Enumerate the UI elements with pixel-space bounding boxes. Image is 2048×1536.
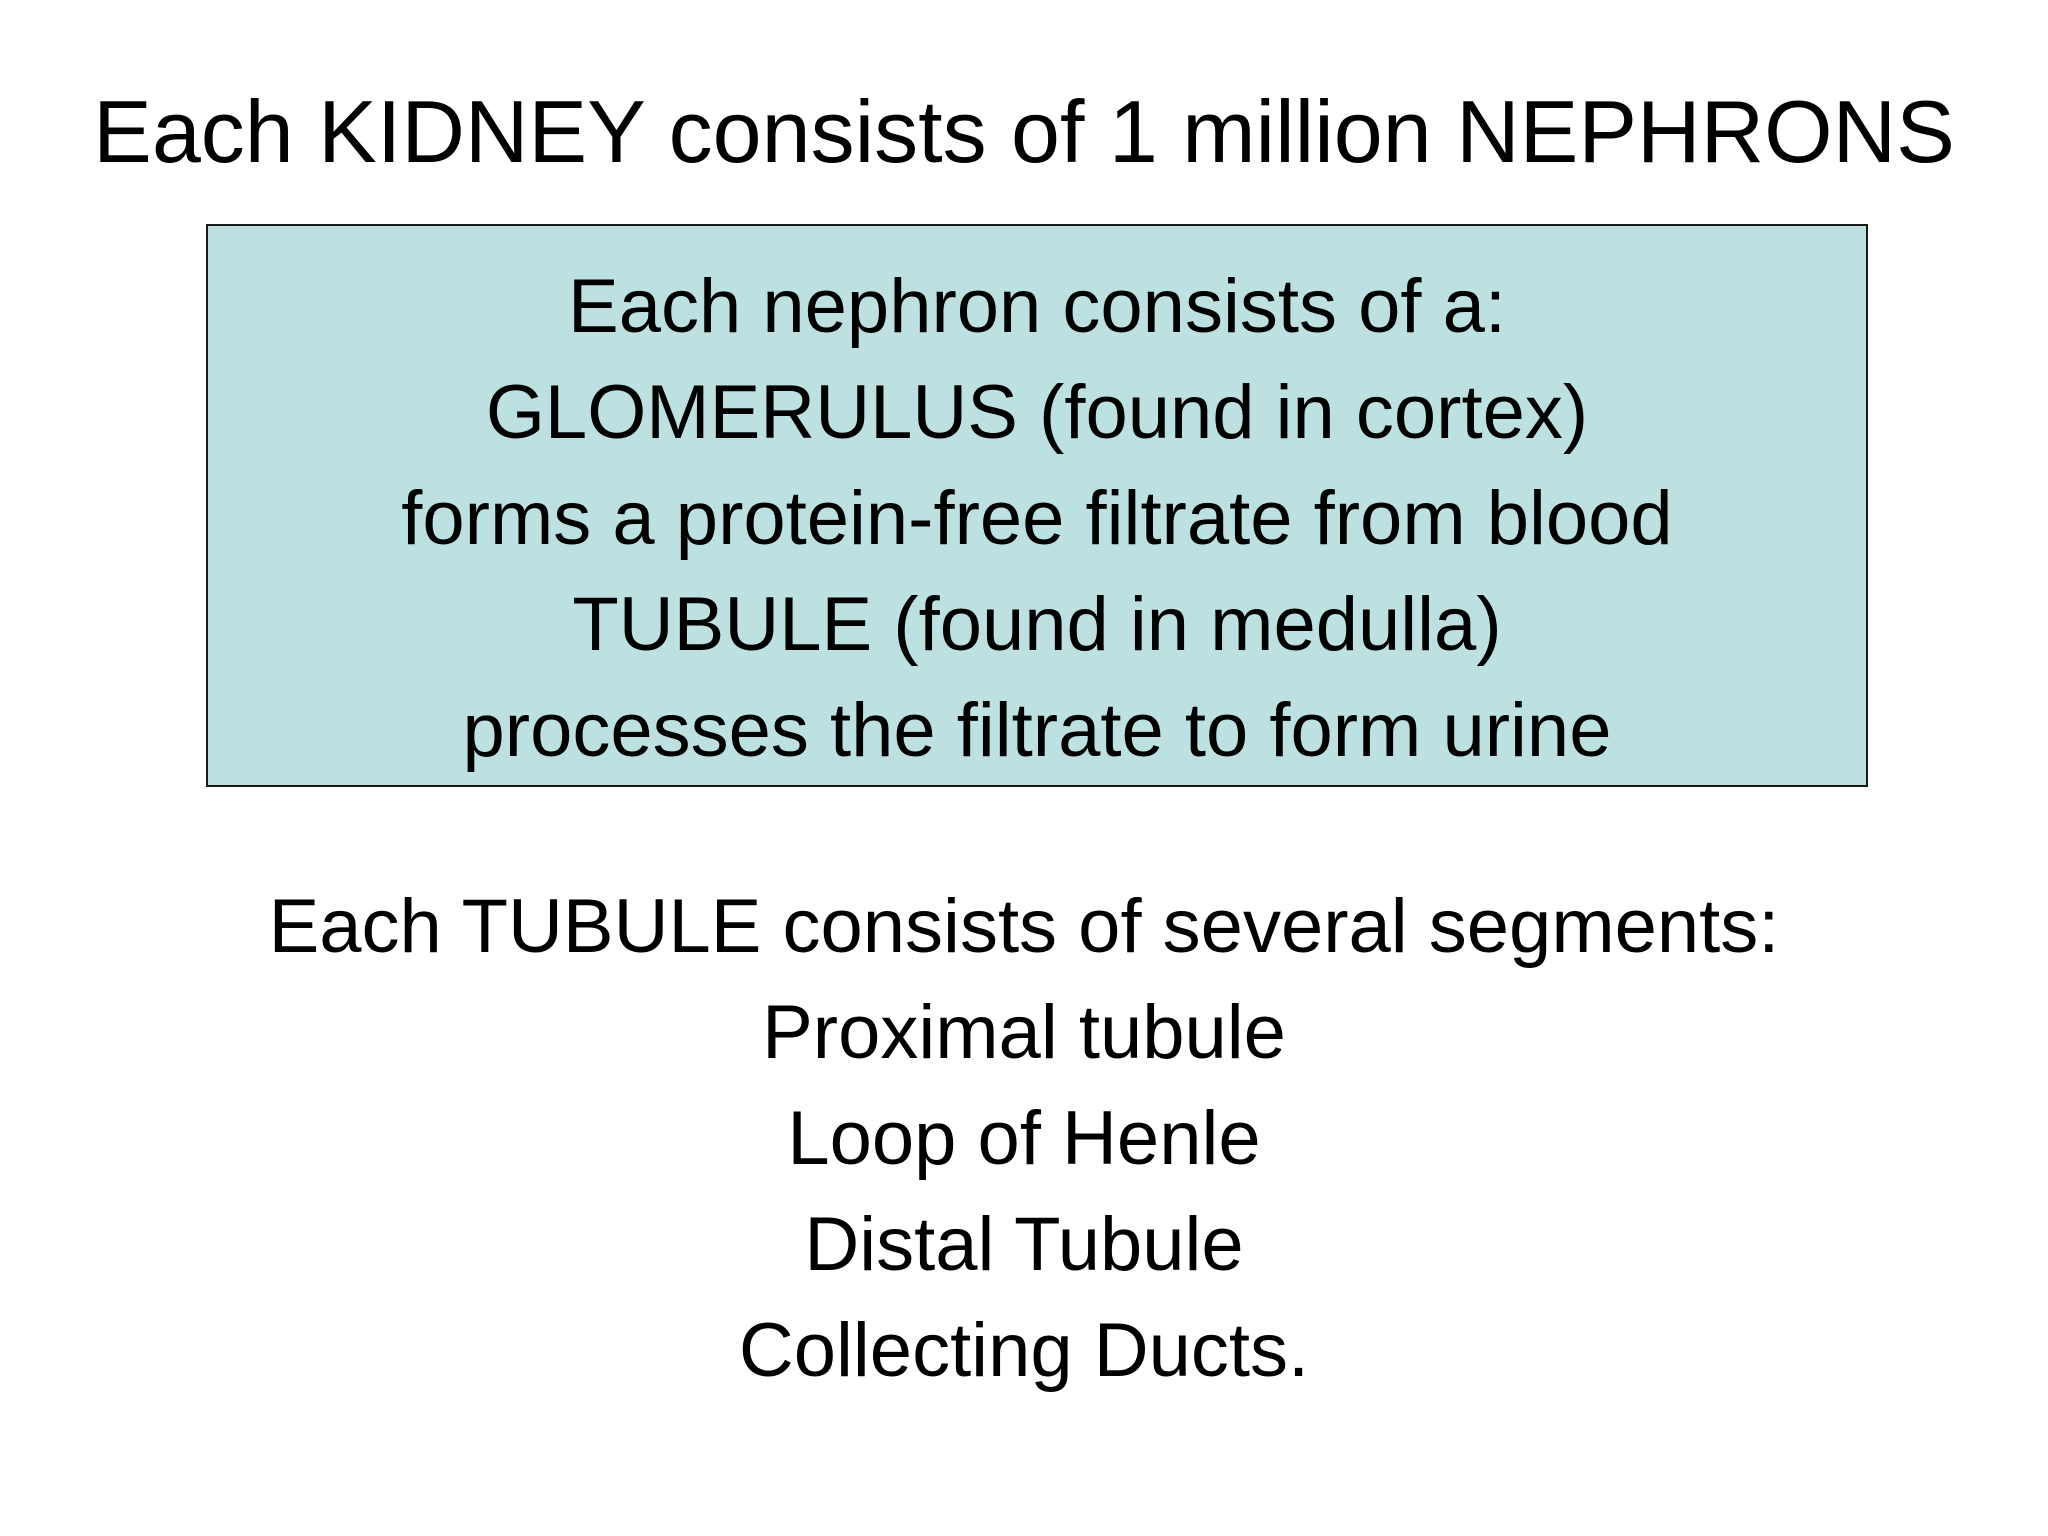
tubule-line: TUBULE (found in medulla) <box>572 582 1502 667</box>
glomerulus-line: GLOMERULUS (found in cortex) <box>485 370 1589 455</box>
segment-proximal-tubule: Proximal tubule <box>762 990 1286 1075</box>
glomerulus-function-line: forms a protein-free filtrate from blood <box>401 476 1673 561</box>
segment-collecting-ducts: Collecting Ducts. <box>738 1308 1310 1393</box>
nephron-info-box <box>206 224 1868 787</box>
tubule-segments-heading: Each TUBULE consists of several segments: <box>268 884 1780 969</box>
segment-distal-tubule: Distal Tubule <box>804 1202 1244 1287</box>
nephron-intro-line: Each nephron consists of a: <box>568 264 1506 349</box>
tubule-segments-section <box>0 874 2048 1404</box>
tubule-function-line: processes the filtrate to form urine <box>462 688 1612 773</box>
slide-title: Each KIDNEY consists of 1 million NEPHRONS <box>93 82 1955 181</box>
segment-loop-of-henle: Loop of Henle <box>787 1096 1261 1181</box>
